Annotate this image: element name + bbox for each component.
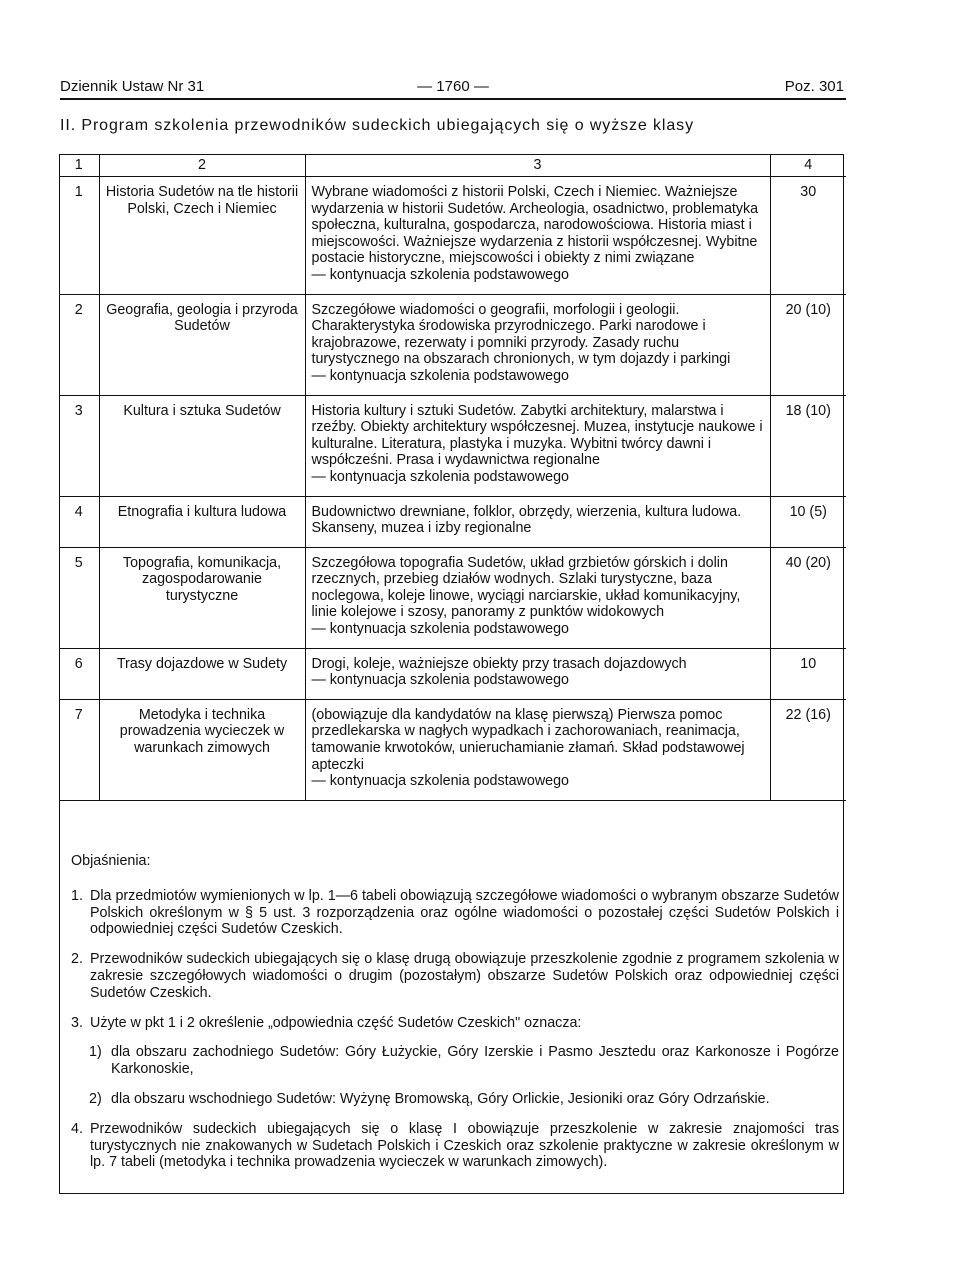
hours-cell: 18 (10) [770,395,846,496]
hours-cell: 10 (5) [770,496,846,547]
column-header: 4 [770,154,846,177]
note-number: 2. [71,951,83,968]
note-number: 1. [71,887,83,904]
note-text: Przewodników sudeckich ubiegających się o klasę I obowiązuje przeszkolenie w zakresie znajomości tras turystycznych nie znakowanych w Sudetach Polskich i Czeskich oraz szkolenie praktyczne w zakresie określonym w lp. 7 tabeli (metodyka i technika prowadzenia wycieczek w warunkach zimowych). [90,1120,839,1171]
note-item [71,951,839,1001]
table-header-row [59,154,846,177]
table-row [59,547,846,648]
content-text: Drogi, koleje, ważniejsze obiekty przy trasach dojazdowych [311,655,687,672]
explanations-heading: Objaśnienia: [71,853,151,869]
continuation-note: — kontynuacja szkolenia podstawowego [311,468,569,485]
row-number: 6 [59,648,99,699]
content-text: Wybrane wiadomości z historii Polski, Czech i Niemiec. Ważniejsze wydarzenia w historii Sudetów. Archeologia, osadnictwo, problematyka społeczna, kulturalna, gospodarcza, narodowościowa. Historia miast i miejscowości. Ważniejsze wydarzenia z historii współczesnej. Wybitne postacie historyczne, miejscowości i obiekty z nimi związane [311,184,759,267]
continuation-note: — kontynuacja szkolenia podstawowego [311,672,569,689]
note-subitem [71,1044,839,1078]
subitem-text: dla obszaru zachodniego Sudetów: Góry Łużyckie, Góry Izerskie i Pasmo Jesztedu oraz Karkonosze i Pogórze Karkonoskie, [111,1044,839,1078]
content-cell [305,648,770,699]
subject-cell: Kultura i sztuka Sudetów [99,395,305,496]
table-row [59,177,846,295]
row-number: 5 [59,547,99,648]
hours-cell: 20 (10) [770,294,846,395]
content-text: Szczegółowa topografia Sudetów, układ grzbietów górskich i dolin rzecznych, przebieg działów wodnych. Szlaki turystyczne, baza noclegowa, koleje linowe, wyciągi narciarskie, układ komunikacyjny, linie kolejowe i szosy, panoramy z punktów widokowych [311,554,741,621]
content-text: Historia kultury i sztuki Sudetów. Zabytki architektury, malarstwa i rzeźby. Obiekty architektury współczesnej. Muzea, instytucje naukowe i kulturalne. Literatura, plastyka i muzyka. Wybitni twórcy dawni i współcześni. Prasa i wydawnictwa regionalne [311,402,763,469]
continuation-note: — kontynuacja szkolenia podstawowego [311,621,569,638]
row-number: 3 [59,395,99,496]
content-text: (obowiązuje dla kandydatów na klasę pierwszą) Pierwsza pomoc przedlekarska w nagłych wypadkach i zachorowaniach, reanimacja, tamowanie krwotoków, unieruchamianie złamań. Skład podstawowej apteczki [311,706,745,773]
subject-cell: Historia Sudetów na tle historii Polski, Czech i Niemiec [99,177,305,295]
note-item [71,1015,839,1032]
subject-cell: Etnografia i kultura ludowa [99,496,305,547]
explanations [71,853,839,1184]
content-cell [305,496,770,547]
subitem-number: 2) [89,1090,102,1107]
table-row [59,294,846,395]
journal-name: Dziennik Ustaw Nr 31 [60,78,205,95]
page-number: — 1760 — [417,78,489,95]
subject-cell: Topografia, komunikacja, zagospodarowanie turystyczne [99,547,305,648]
subject-cell: Metodyka i technika prowadzenia wycieczek w warunkach zimowych [99,699,305,800]
row-number: 7 [59,699,99,800]
subitem-number: 1) [89,1044,102,1061]
note-item [71,1121,839,1171]
position-number: Poz. 301 [784,78,844,95]
column-header: 3 [305,154,770,177]
note-number: 4. [71,1120,83,1137]
table-row [59,395,846,496]
row-number: 4 [59,496,99,547]
content-cell [305,294,770,395]
note-item [71,888,839,938]
program-table [59,154,846,801]
hours-cell: 40 (20) [770,547,846,648]
content-cell [305,177,770,295]
content-cell [305,395,770,496]
column-header: 1 [59,154,99,177]
continuation-note: — kontynuacja szkolenia podstawowego [311,773,569,790]
note-number: 3. [71,1014,83,1031]
column-header: 2 [99,154,305,177]
content-text: Budownictwo drewniane, folklor, obrzędy, wierzenia, kultura ludowa. Skanseny, muzea i izby regionalne [311,503,742,537]
table-row [59,699,846,800]
content-cell [305,699,770,800]
subject-cell: Trasy dojazdowe w Sudety [99,648,305,699]
continuation-note: — kontynuacja szkolenia podstawowego [311,367,569,384]
hours-cell: 10 [770,648,846,699]
note-text: Użyte w pkt 1 i 2 określenie „odpowiednia część Sudetów Czeskich" oznacza: [90,1014,582,1031]
section-title: II. Program szkolenia przewodników sudeckich ubiegających się o wyższe klasy [60,117,694,134]
row-number: 1 [59,177,99,295]
table-row [59,648,846,699]
content-text: Szczegółowe wiadomości o geografii, morfologii i geologii. Charakterystyka środowiska przyrodniczego. Parki narodowe i krajobrazowe, rezerwaty i pomniki przyrody. Zasady ruchu turystycznego na obszarach chronionych, w tym dojazdy i parkingi [311,301,731,368]
note-text: Przewodników sudeckich ubiegających się o klasę drugą obowiązuje przeszkolenie zgodnie z programem szkolenia w zakresie szczegółowych wiadomości o drugim (pozostałym) obszarze Sudetów Polskich oraz odpowiedniej części Sudetów Czeskich. [90,951,839,1001]
subitem-text: dla obszaru wschodniego Sudetów: Wyżynę Bromowską, Góry Orlickie, Jesioniki oraz Góry Odrzańskie. [111,1090,770,1107]
content-cell [305,547,770,648]
page-header [60,78,846,100]
note-subitem [71,1091,839,1108]
continuation-note: — kontynuacja szkolenia podstawowego [311,266,569,283]
table-row [59,496,846,547]
subject-cell: Geografia, geologia i przyroda Sudetów [99,294,305,395]
hours-cell: 22 (16) [770,699,846,800]
row-number: 2 [59,294,99,395]
note-text: Dla przedmiotów wymienionych w lp. 1—6 tabeli obowiązują szczegółowe wiadomości o wybranym obszarze Sudetów Polskich określonym w § 5 ust. 3 rozporządzenia oraz ogólne wiadomości o pozostałej części Sudetów Polskich i odpowiedniej części Sudetów Czeskich. [90,887,839,938]
hours-cell: 30 [770,177,846,295]
